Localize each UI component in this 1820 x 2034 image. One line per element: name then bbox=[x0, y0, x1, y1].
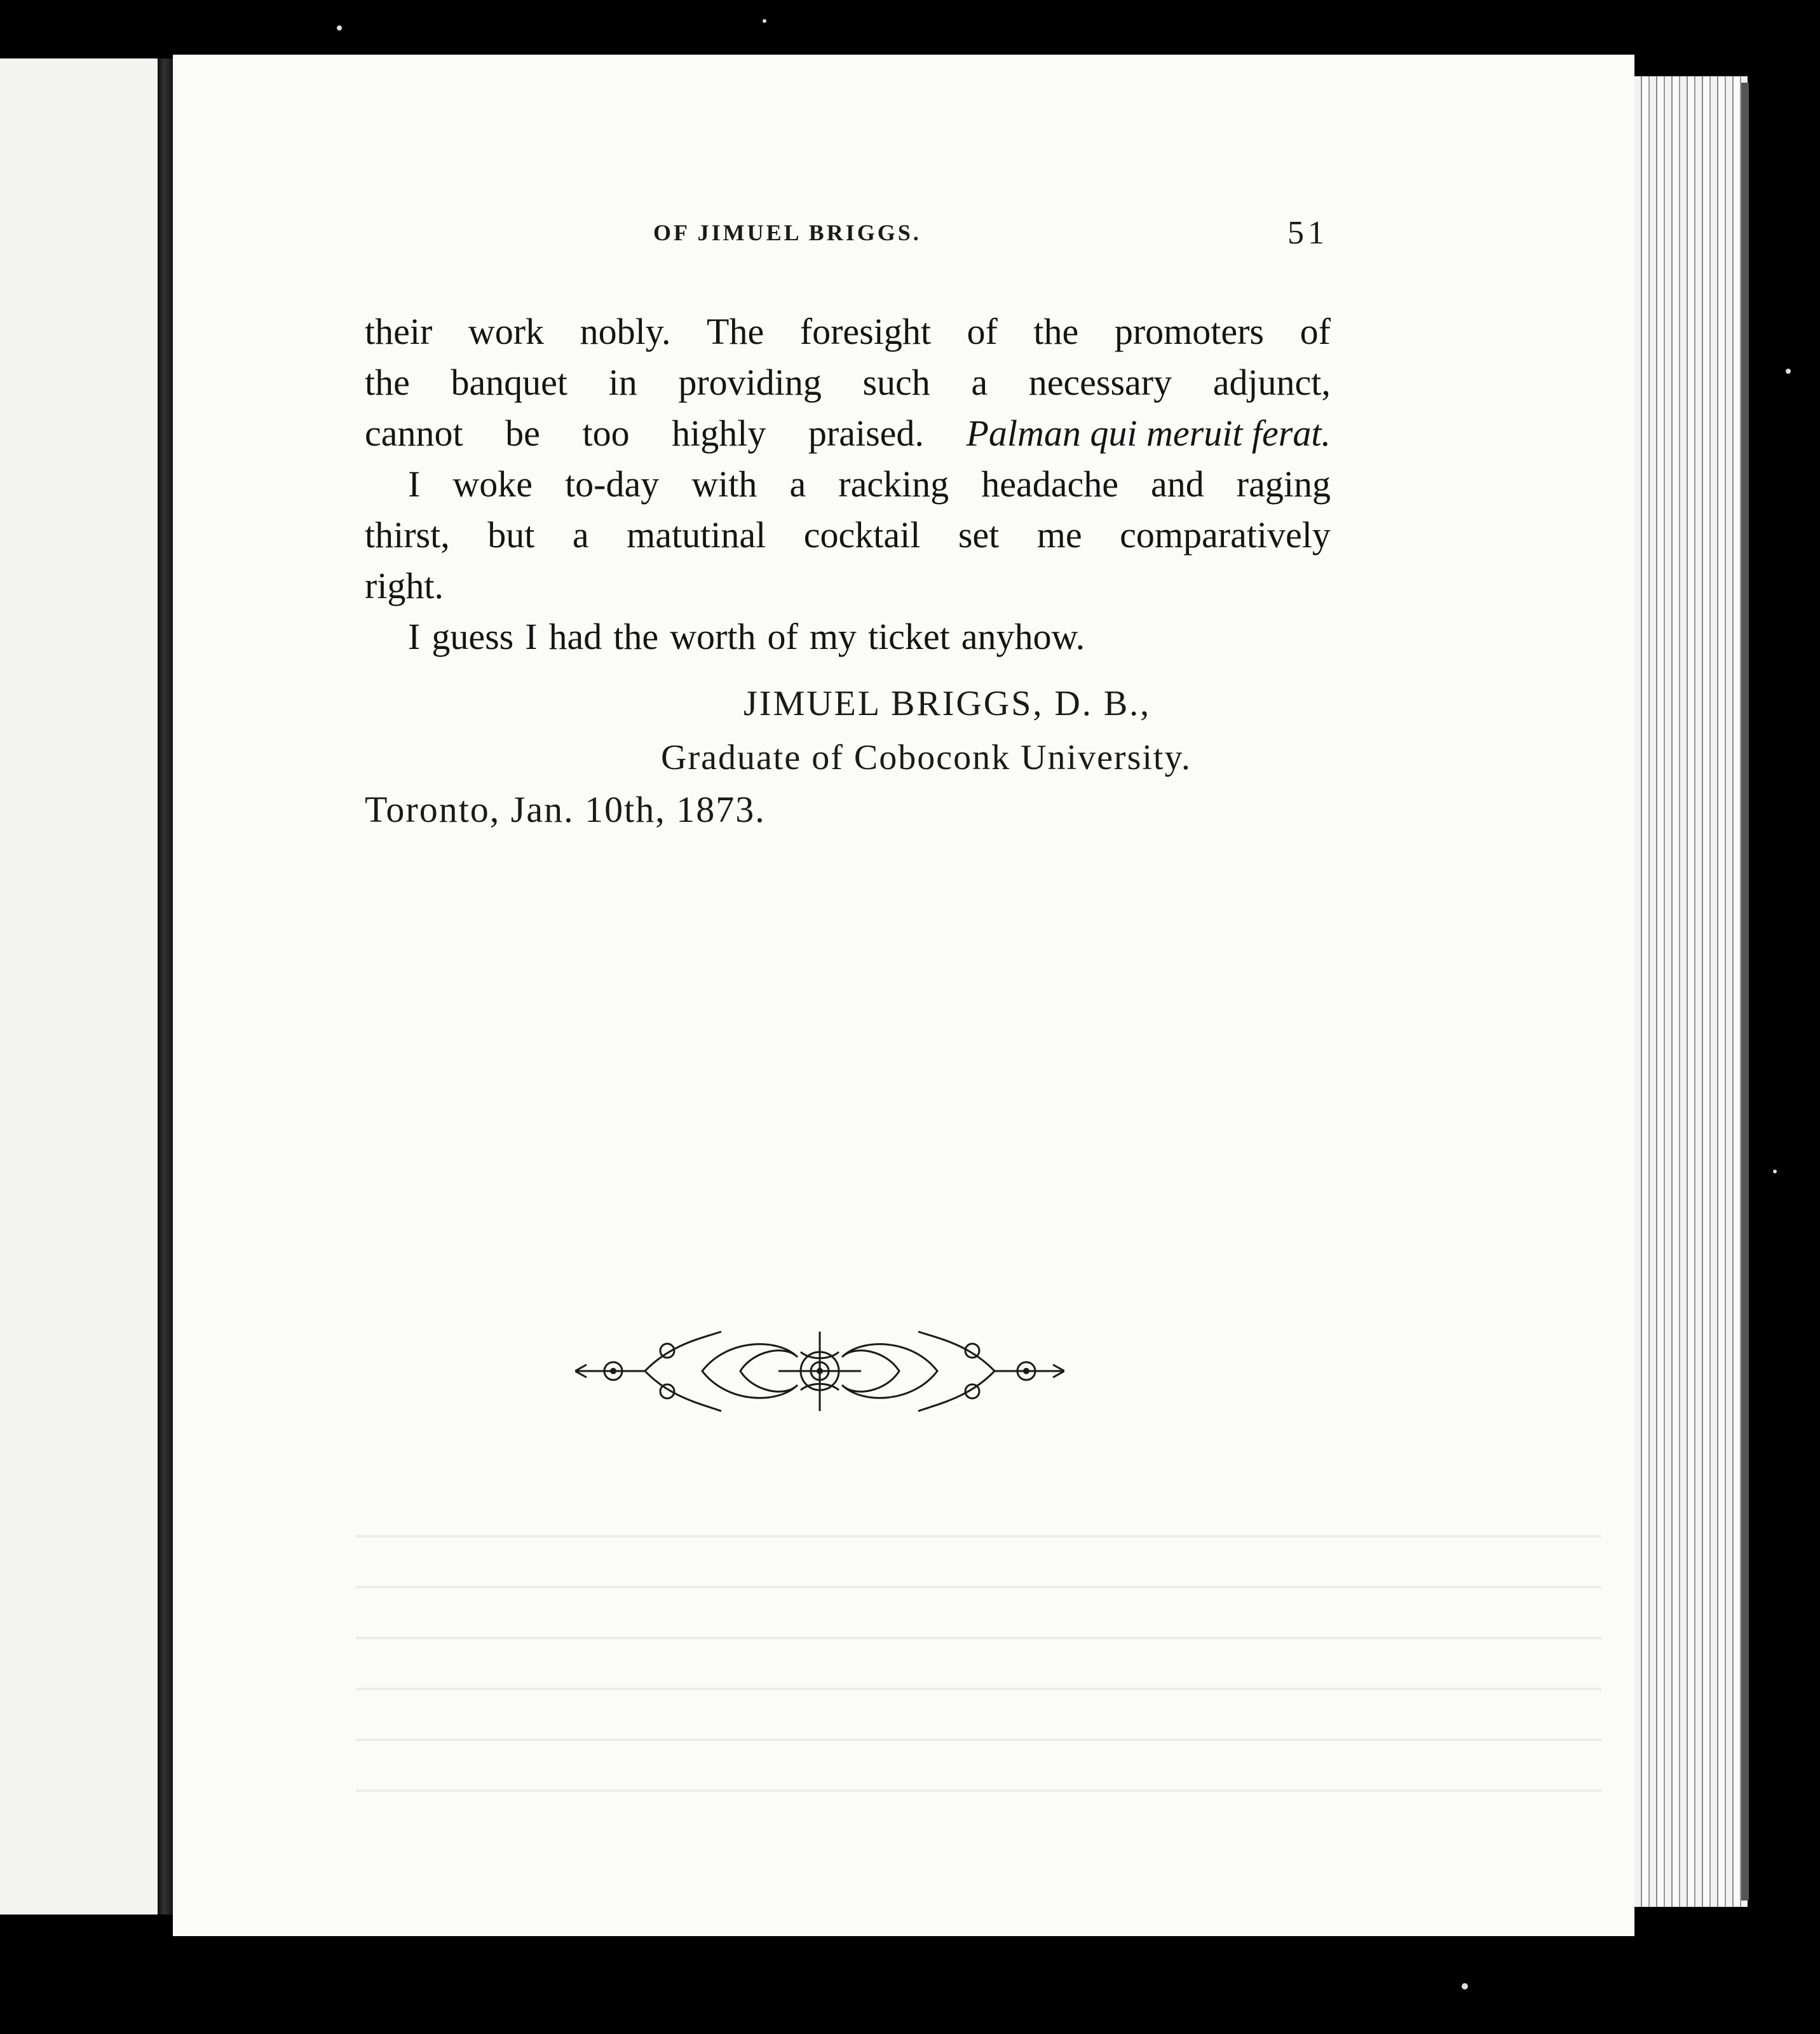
word: thirst, bbox=[365, 514, 450, 556]
text-line bbox=[365, 408, 1331, 459]
signature-title: Graduate of Coboconk University. bbox=[661, 738, 1192, 777]
bleed-through-line bbox=[356, 1637, 1601, 1639]
word: be bbox=[505, 413, 540, 454]
word: too bbox=[582, 413, 630, 454]
word: ticket bbox=[867, 616, 950, 657]
dust-speck bbox=[337, 25, 342, 31]
word: a bbox=[971, 362, 988, 403]
latin-quote: Palman qui meruit ferat. bbox=[966, 413, 1331, 454]
word: a bbox=[572, 514, 589, 556]
word: right. bbox=[365, 565, 444, 606]
dust-speck bbox=[763, 19, 766, 23]
word: praised. bbox=[808, 413, 924, 454]
text-line bbox=[365, 561, 1331, 611]
word: providing bbox=[678, 362, 822, 403]
word: headache bbox=[981, 463, 1118, 505]
word: with bbox=[691, 463, 757, 505]
book-gutter bbox=[158, 58, 174, 1915]
word: adjunct, bbox=[1212, 362, 1331, 403]
word: and bbox=[1150, 463, 1204, 505]
left-page-margin bbox=[0, 58, 159, 1915]
word: to-day bbox=[565, 463, 660, 505]
word: my bbox=[809, 616, 857, 657]
body-text bbox=[365, 306, 1331, 662]
floral-vignette-icon bbox=[575, 1325, 1064, 1417]
bleed-through-line bbox=[356, 1688, 1601, 1690]
page-edges bbox=[1627, 76, 1748, 1907]
dust-speck bbox=[1773, 1170, 1777, 1173]
bleed-through-line bbox=[356, 1586, 1601, 1588]
word: but bbox=[487, 514, 535, 556]
word: matutinal bbox=[627, 514, 766, 556]
word: promoters bbox=[1114, 311, 1264, 352]
text-line bbox=[365, 510, 1331, 561]
dust-speck bbox=[1786, 369, 1791, 374]
dateline: Toronto, Jan. 10th, 1873. bbox=[365, 789, 766, 830]
word: the bbox=[365, 362, 410, 403]
word: comparatively bbox=[1120, 514, 1331, 556]
word: The bbox=[707, 311, 764, 352]
page-edge-shadow bbox=[1741, 83, 1749, 1901]
word: their bbox=[365, 311, 433, 352]
word: set bbox=[958, 514, 1000, 556]
word: I bbox=[408, 616, 421, 657]
text-line bbox=[365, 611, 1331, 662]
word: such bbox=[862, 362, 930, 403]
word: I bbox=[525, 616, 538, 657]
dust-speck bbox=[1462, 1983, 1468, 1990]
word: worth bbox=[670, 616, 756, 657]
word: cannot bbox=[365, 413, 463, 454]
text-line bbox=[365, 357, 1331, 408]
word: of bbox=[1300, 311, 1331, 352]
word: raging bbox=[1236, 463, 1331, 505]
word: woke bbox=[452, 463, 533, 505]
page-header bbox=[356, 215, 1328, 257]
bleed-through-line bbox=[356, 1738, 1601, 1741]
word: of bbox=[767, 616, 798, 657]
signature-name: JIMUEL BRIGGS, D. B., bbox=[744, 684, 1151, 723]
word: in bbox=[608, 362, 637, 403]
word: of bbox=[967, 311, 998, 352]
bleed-through-line bbox=[356, 1535, 1601, 1538]
word: had bbox=[548, 616, 602, 657]
word: necessary bbox=[1028, 362, 1172, 403]
word: anyhow. bbox=[961, 616, 1085, 657]
word: work bbox=[468, 311, 545, 352]
bleed-through-line bbox=[356, 1789, 1601, 1792]
word: a bbox=[789, 463, 806, 505]
running-head: OF JIMUEL BRIGGS. bbox=[653, 220, 921, 245]
word: the bbox=[613, 616, 659, 657]
word: highly bbox=[672, 413, 766, 454]
word: cocktail bbox=[803, 514, 921, 556]
word: banquet bbox=[451, 362, 568, 403]
word: guess bbox=[431, 616, 514, 657]
word: nobly. bbox=[580, 311, 671, 352]
word: me bbox=[1036, 514, 1082, 556]
word: the bbox=[1033, 311, 1079, 352]
word: foresight bbox=[799, 311, 931, 352]
word: racking bbox=[838, 463, 949, 505]
text-line bbox=[365, 459, 1331, 510]
text-line bbox=[365, 306, 1331, 357]
page-number: 51 bbox=[1287, 215, 1328, 251]
word: I bbox=[408, 463, 421, 505]
